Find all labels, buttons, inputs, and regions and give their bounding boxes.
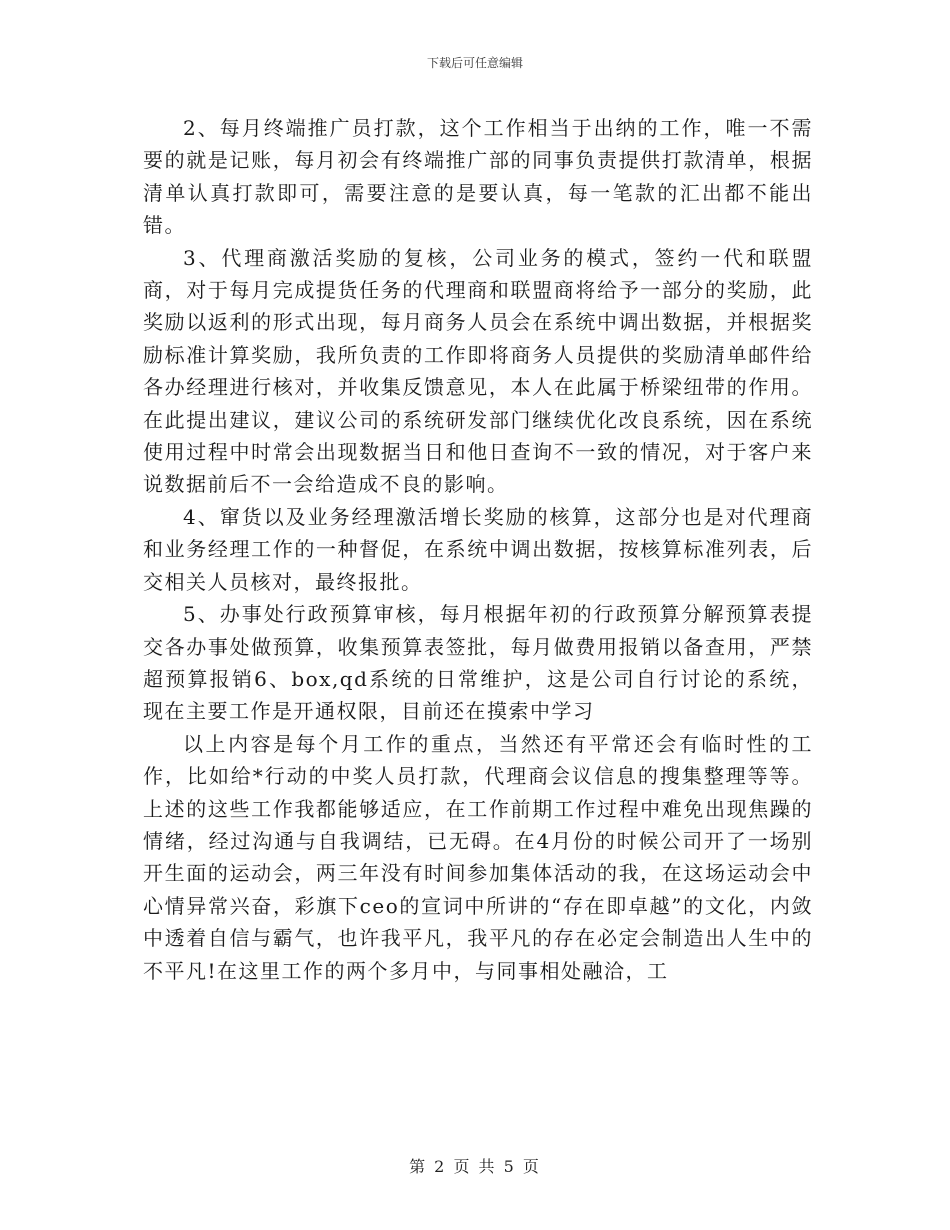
document-body	[143, 112, 813, 987]
header-note: 下载后可任意编辑	[426, 56, 523, 70]
paragraph-item-5: 5、办事处行政预算审核，每月根据年初的行政预算分解预算表提交各办事处做预算，收集预算表签批，每月做费用报销以备查用，严禁超预算报销6、box,qd系统的日常维护，这是公司自行讨论的系统，现在主要工作是开通权限，目前还在摸索中学习	[143, 602, 813, 724]
page-number-footer: 第 2 页 共 5 页	[409, 1157, 541, 1176]
paragraph-summary: 以上内容是每个月工作的重点，当然还有平常还会有临时性的工作，比如给*行动的中奖人员打款，代理商会议信息的搜集整理等等。上述的这些工作我都能够适应，在工作前期工作过程中难免出现焦躁的情绪，经过沟通与自我调结，已无碍。在4月份的时候公司开了一场别开生面的运动会，两三年没有时间参加集体活动的我，在这场运动会中心情异常兴奋，彩旗下ceo的宣词中所讲的“存在即卓越”的文化，内敛中透着自信与霸气，也许我平凡，我平凡的存在必定会制造出人生中的不平凡!在这里工作的两个多月中，与同事相处融洽，工	[143, 731, 813, 983]
paragraph-item-3: 3、代理商激活奖励的复核，公司业务的模式，签约一代和联盟商，对于每月完成提货任务的代理商和联盟商将给予一部分的奖励，此奖励以返利的形式出现，每月商务人员会在系统中调出数据，并根据奖励标准计算奖励，我所负责的工作即将商务人员提供的奖励清单邮件给各办经理进行核对，并收集反馈意见，本人在此属于桥梁纽带的作用。在此提出建议，建议公司的系统研发部门继续优化改良系统，因在系统使用过程中时常会出现数据当日和他日查询不一致的情况，对于客户来说数据前后不一会给造成不良的影响。	[143, 245, 813, 497]
paragraph-item-4: 4、窜货以及业务经理激活增长奖励的核算，这部分也是对代理商和业务经理工作的一种督促，在系统中调出数据，按核算标准列表，后交相关人员核对，最终报批。	[143, 504, 813, 594]
paragraph-item-2: 2、每月终端推广员打款，这个工作相当于出纳的工作，唯一不需要的就是记账，每月初会有终端推广部的同事负责提供打款清单，根据清单认真打款即可，需要注意的是要认真，每一笔款的汇出都不能出错。	[143, 116, 813, 238]
